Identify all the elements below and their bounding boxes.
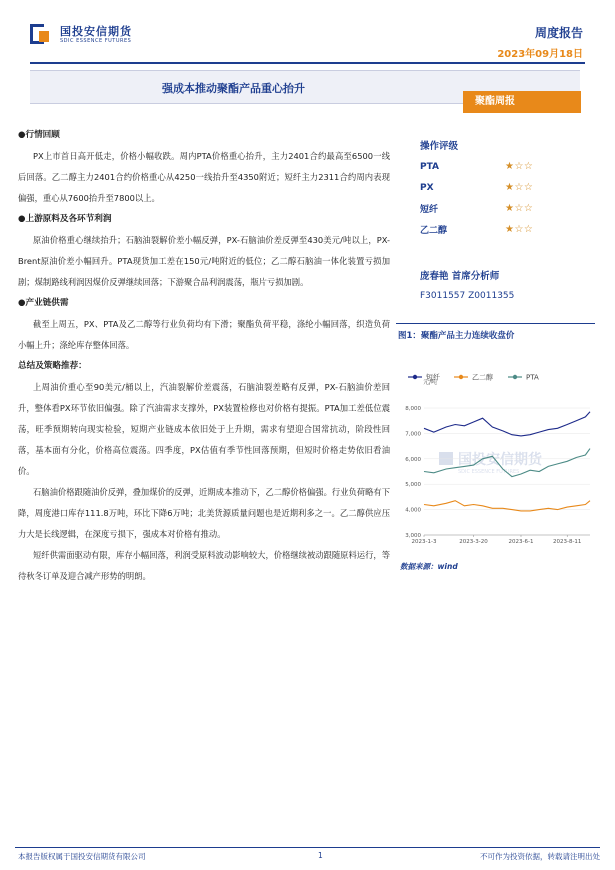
report-tag: 聚酯周报 (463, 91, 581, 113)
report-date: 2023年09月18日 (497, 49, 583, 60)
legend-marker (413, 375, 417, 379)
y-axis-unit: 元/吨 (423, 379, 438, 386)
rating-stars: ★☆☆ (505, 182, 534, 193)
price-line-chart (396, 360, 596, 555)
company-logo (30, 24, 132, 46)
y-tick-label: 3,000 (405, 533, 421, 539)
footer-divider (15, 847, 600, 848)
footer-disclaimer: 不可作为投资依据，转载请注明出处 (480, 852, 600, 861)
header-divider (30, 62, 585, 64)
page-number: 1 (318, 851, 323, 860)
legend-marker (459, 375, 463, 379)
x-tick-label: 2023-8-11 (552, 539, 582, 545)
analyst-name: 庞春艳 首席分析师 (420, 271, 500, 282)
logo-mark-icon (30, 24, 54, 46)
y-tick-label: 4,000 (405, 507, 421, 514)
rating-stars: ★☆☆ (505, 203, 534, 214)
legend-marker (513, 375, 517, 379)
section-paragraph: 石脑油价格跟随油价反弹，叠加煤价的反弹，近期成本推动下，乙二醇价格偏强。行业负荷略有下降，周度港口库存111.8万吨，环比下降6万吨；北美货源质量问题也是近期利多之一。乙二醇供应压力大是长线逻辑，在深度亏损下，强成本对价格有推动。 (18, 487, 390, 539)
logo-cn-name: 国投安信期货 (60, 24, 132, 38)
watermark-text: 国投安信期货 (458, 452, 542, 468)
x-tick-label: 2023-1-3 (411, 539, 437, 545)
section-paragraph: 截至上周五，PX、PTA及乙二醇等行业负荷均有下滑；聚酯负荷平稳，涤纶小幅回落，织造负荷小幅上升；涤纶库存整体回落。 (18, 319, 390, 350)
main-content (18, 125, 390, 587)
report-type: 周度报告 (534, 26, 583, 40)
section-paragraph: 短纤供需面驱动有限，库存小幅回落，利润受原料波动影响较大，价格继续被动跟随原料运行，等待秋冬订单及迎合减产形势的明朗。 (18, 550, 390, 581)
section-paragraph: 原油价格重心继续抬升；石脑油裂解价差小幅反弹，PX-石脑油价差反弹至430美元/吨以上，PX-Brent原油价差小幅回升。PTA现货加工差在150元/吨附近的低位；乙二醇石脑油一体化装置亏损加剧；煤制路线利润因煤价反弹继续回落；下游聚合品利润震荡，瓶片亏损加剧。 (18, 235, 390, 287)
legend-label: 乙二醇 (472, 373, 493, 382)
section-paragraph: PX上市首日高开低走，价格小幅收跌。周内PTA价格重心抬升，主力2401合约最高至6500一线后回落。乙二醇主力2401合约价格重心从4250一线抬升至4350附近；短纤主力2311合约周内表现偏强，重心从7600抬升至7800以上。 (18, 151, 390, 203)
section-paragraph: 上周油价重心至90美元/桶以上，汽油裂解价差震荡，石脑油裂差略有反弹，PX-石脑油价差回升，整体看PX环节依旧偏强。除了汽油需求支撑外，PX装置检修也对价格有提振。PTA加工差低位震荡，旺季预期转向现实检验，短期产业链成本依旧处于上升期，需求有望迎合国常抗动，阶段性回落，基本面有分化，价格高位震荡。四季度，PX估值有季节性回落预期，但短时价格走势依旧看油价。 (18, 382, 390, 476)
logo-en-name: SDIC ESSENCE FUTURES (60, 37, 132, 44)
analyst-codes: F3011557 Z0011355 (420, 291, 515, 301)
rating-title: 操作评级 (420, 141, 459, 152)
section-heading: 总结及策略推荐： (18, 361, 87, 371)
footer-copyright: 本报告版权属于国投安信期货有限公司 (18, 852, 146, 861)
y-tick-label: 7,000 (405, 431, 421, 438)
watermark-logo-icon (439, 452, 453, 465)
report-title: 强成本推动聚酯产品重心抬升 (162, 82, 305, 95)
rating-stars: ★☆☆ (505, 224, 534, 235)
rating-row (420, 219, 590, 240)
rating-row (420, 156, 590, 177)
rating-stars: ★☆☆ (505, 161, 534, 172)
series-line-短纤 (424, 412, 590, 436)
figure-divider (396, 323, 595, 324)
section-heading: ●行情回顾 (18, 130, 60, 140)
rating-name: PTA (420, 161, 440, 172)
rating-name: 短纤 (420, 205, 439, 215)
legend-label: PTA (526, 373, 539, 382)
y-tick-label: 8,000 (405, 406, 421, 412)
rating-name: PX (420, 182, 434, 193)
section-heading: ●产业链供需 (18, 298, 69, 308)
section-heading: ●上游原料及各环节利润 (18, 214, 112, 224)
rating-name: 乙二醇 (420, 226, 448, 236)
sidebar (420, 138, 590, 301)
data-source: 数据来源：wind (400, 562, 458, 571)
watermark-en-text: SDIC ESSENCE FUTURES (458, 469, 520, 475)
y-tick-label: 5,000 (405, 482, 421, 489)
y-tick-label: 6,000 (405, 456, 421, 463)
rating-row (420, 177, 590, 198)
x-tick-label: 2023-6-1 (508, 539, 534, 545)
legend-label: 短纤 (426, 373, 440, 382)
x-tick-label: 2023-3-20 (459, 539, 488, 545)
figure-title: 图1：聚酯产品主力连续收盘价 (398, 331, 515, 341)
rating-row (420, 198, 590, 219)
